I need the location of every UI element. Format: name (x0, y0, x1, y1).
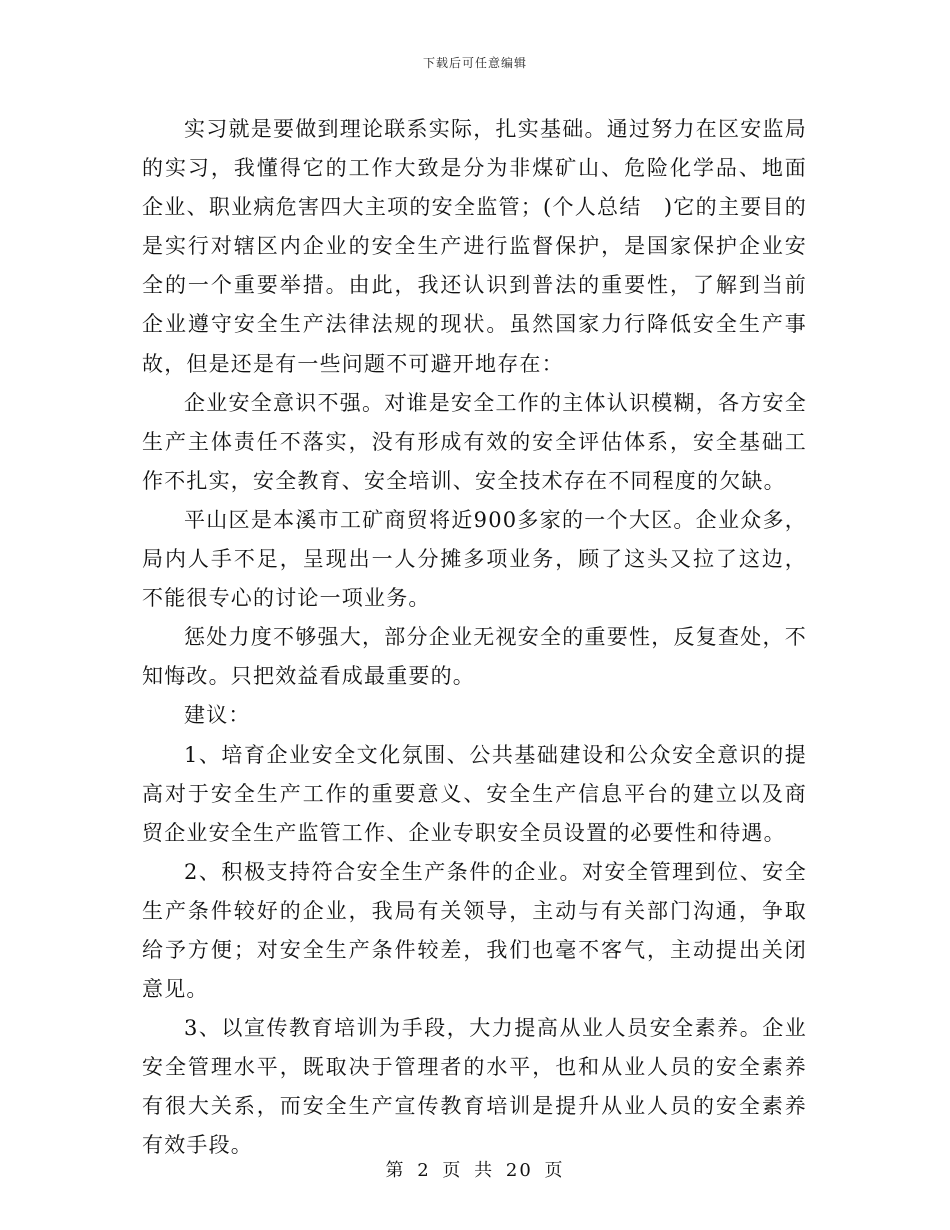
paragraph-intro: 实习就是要做到理论联系实际，扎实基础。通过努力在区安监局的实习，我懂得它的工作大致是分为非煤矿山、危险化学品、地面企业、职业病危害四大主项的安全监管；(个人总结 )它的主要目的是实行对辖区内企业的安全生产进行监督保护，是国家保护企业安全的一个重要举措。由此，我还认识到普法的重要性，了解到当前企业遵守安全生产法律法规的现状。虽然国家力行降低安全生产事故，但是还是有一些问题不可避开地存在： (142, 117, 807, 376)
paragraph-suggestion-3: 3、以宣传教育培训为手段，大力提高从业人员安全素养。企业安全管理水平，既取决于管理者的水平，也和从业人员的安全素养有很大关系，而安全生产宣传教育培训是提升从业人员的安全素养有效手段。 (142, 1016, 807, 1158)
paragraph-district: 平山区是本溪市工矿商贸将近900多家的一个大区。企业众多，局内人手不足，呈现出一人分摊多项业务，顾了这头又拉了这边，不能很专心的讨论一项业务。 (142, 507, 807, 611)
paragraph-suggestion-2: 2、积极支持符合安全生产条件的企业。对安全管理到位、安全生产条件较好的企业，我局有关领导，主动与有关部门沟通，争取给予方便；对安全生产条件较差，我们也毫不客气，主动提出关闭意见。 (142, 859, 807, 1002)
paragraph-awareness: 企业安全意识不强。对谁是安全工作的主体认识模糊，各方安全生产主体责任不落实，没有形成有效的安全评估体系，安全基础工作不扎实，安全教育、安全培训、安全技术存在不同程度的欠缺。 (142, 390, 807, 493)
footer-total-word: 共 (474, 1160, 495, 1181)
footer-total-pages: 20 (505, 1160, 533, 1181)
page-footer (0, 1156, 950, 1182)
footer-prefix: 第 (385, 1160, 406, 1181)
document-body (142, 110, 807, 1166)
paragraph-suggestion-1: 1、培育企业安全文化氛围、公共基础建设和公众安全意识的提高对于安全生产工作的重要意义、安全生产信息平台的建立以及商贸企业安全生产监管工作、企业专职安全员设置的必要性和待遇。 (142, 742, 807, 845)
footer-suffix: 页 (544, 1160, 565, 1181)
page-header: 下载后可任意编辑 (422, 56, 527, 70)
footer-page-word: 页 (442, 1160, 463, 1181)
paragraph-penalty: 惩处力度不够强大，部分企业无视安全的重要性，反复查处，不知悔改。只把效益看成最重要的。 (142, 625, 807, 689)
paragraph-suggestions-heading: 建议： (184, 703, 251, 728)
footer-current-page: 2 (417, 1160, 431, 1181)
